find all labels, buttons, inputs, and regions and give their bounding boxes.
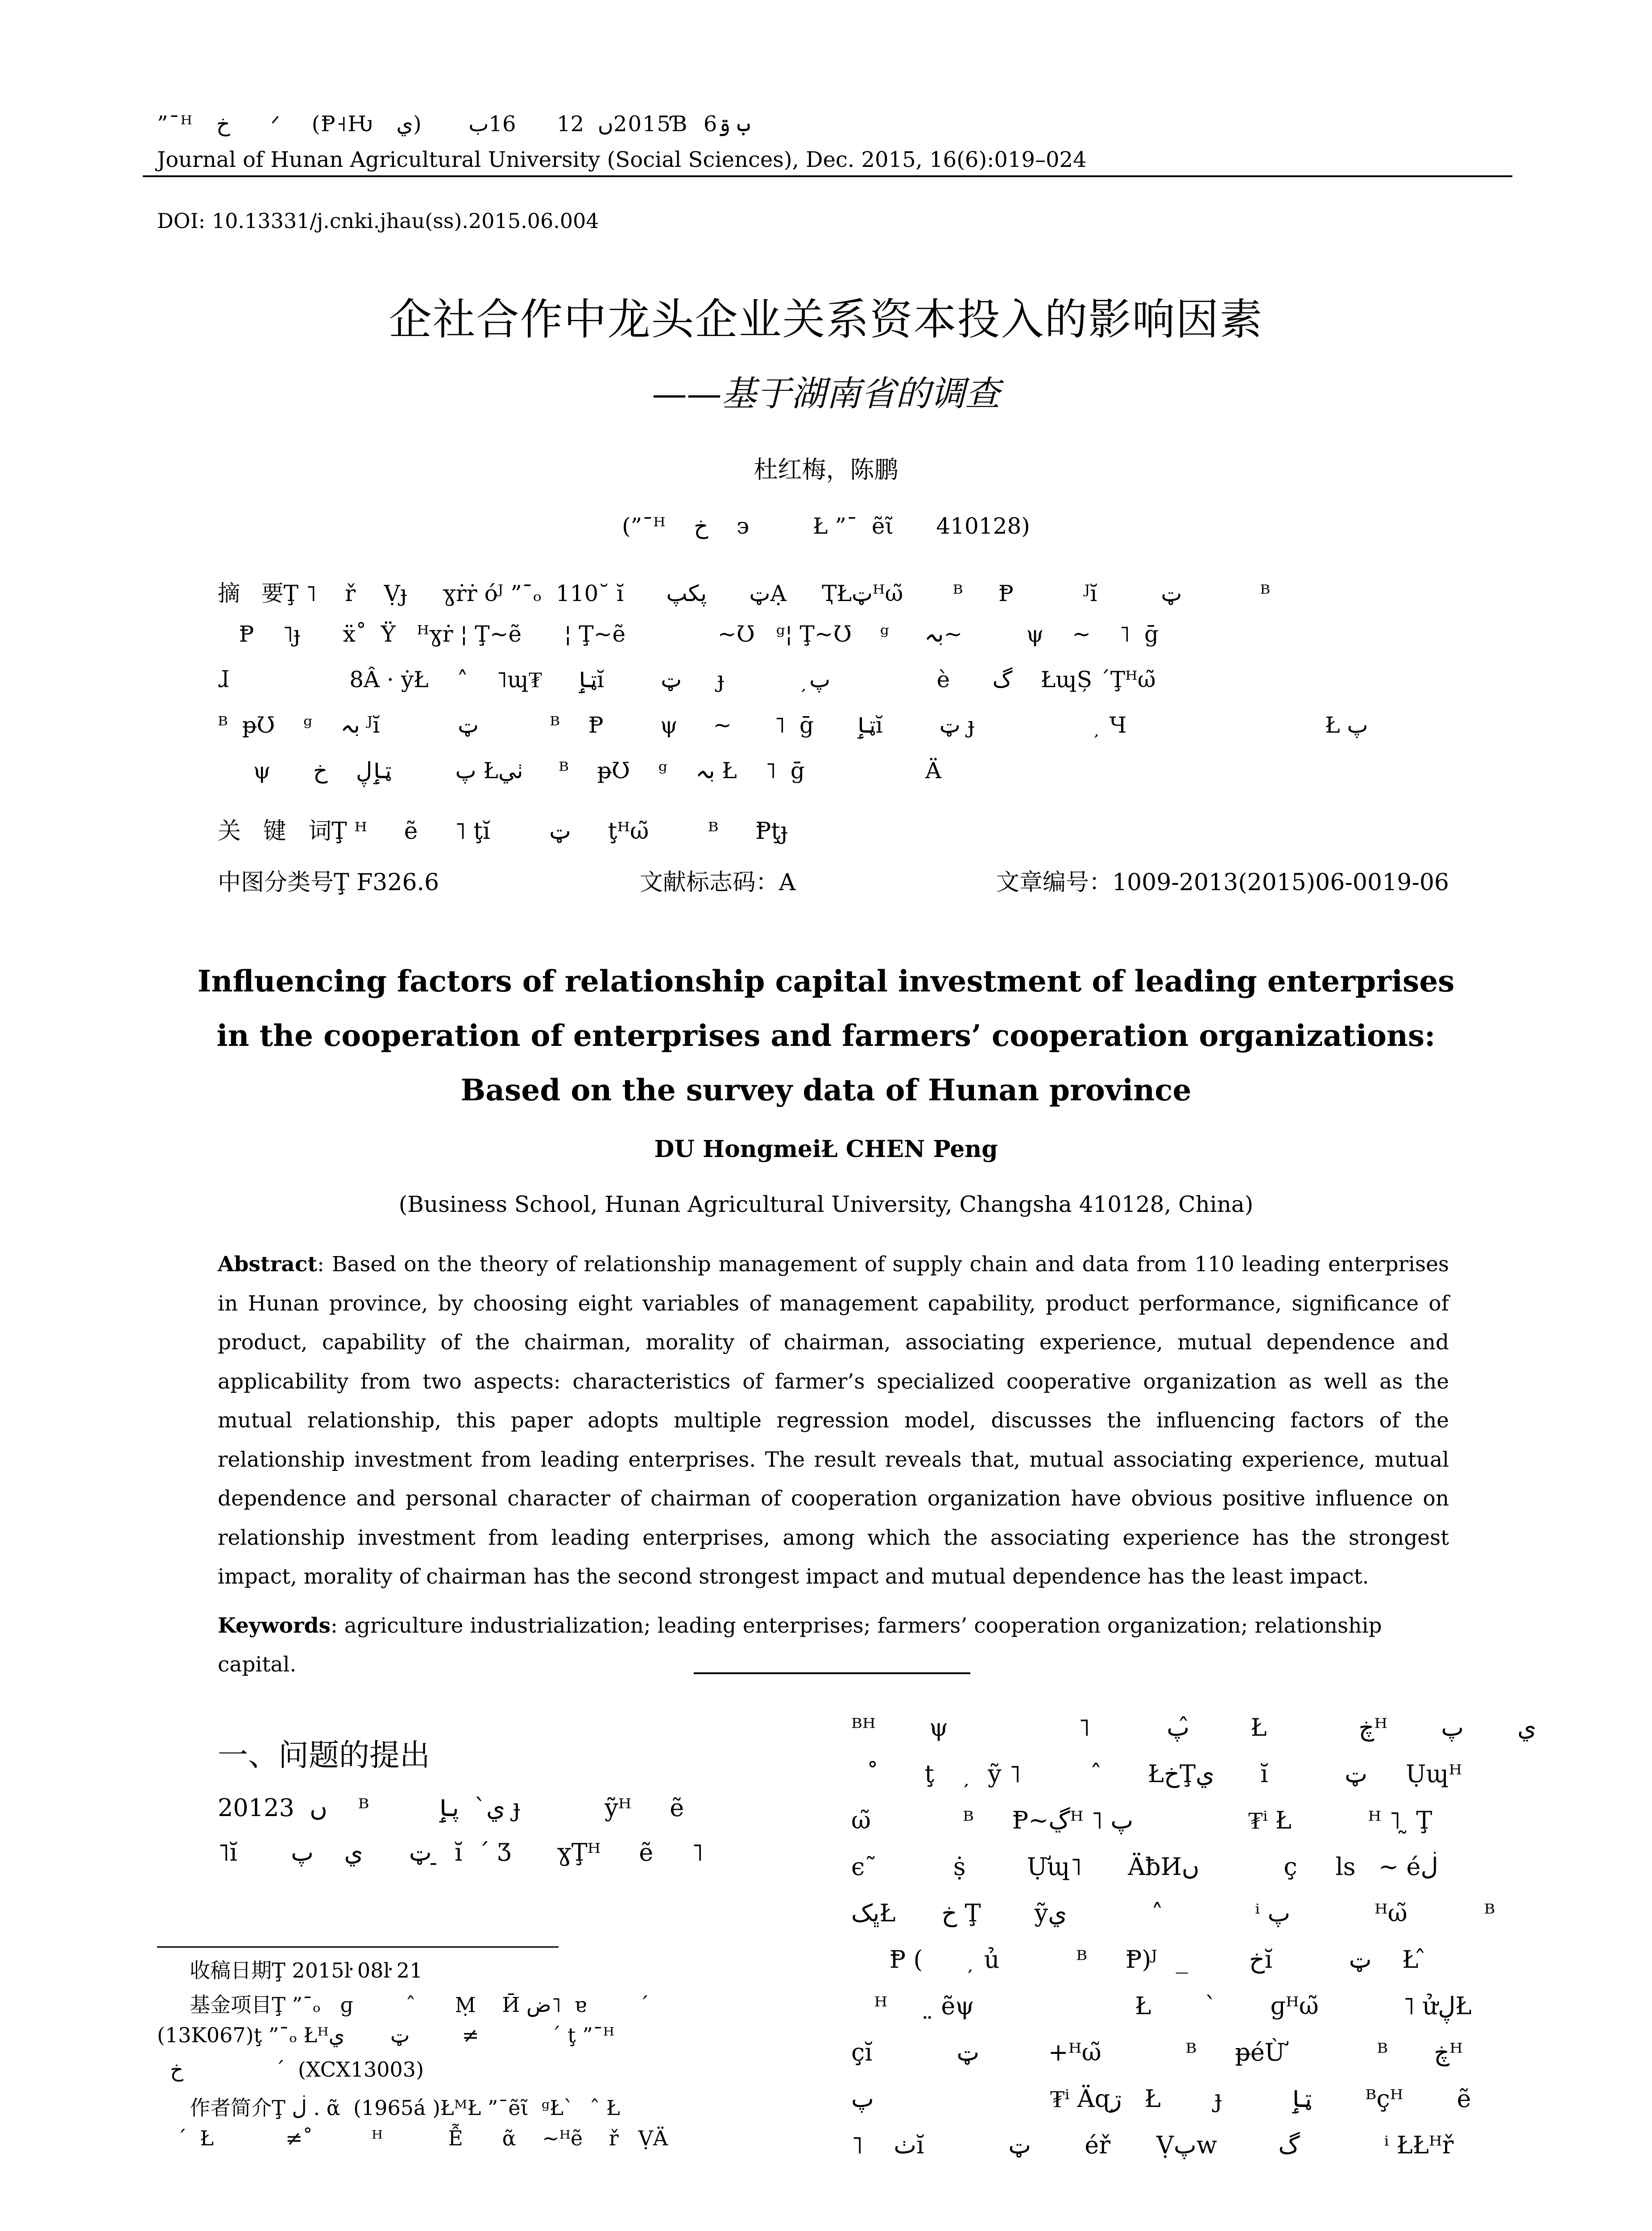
abstract-en (218, 1245, 1449, 1597)
abstract-cn-line: ɺ 8Â · ẏŁ ˄ ˥ɰ₮ ټٳĭ ټ ɟ ̦پ è گ ŁɰȘ ´Ţᴴω̃ (218, 667, 1156, 693)
footnote-line: ´ Ł ≠˚ ᴴ Ễ ᾶ ~ᴴẽ ř ṾÄ (157, 2126, 668, 2150)
footnote-line: خ ˊ (XCX13003) (157, 2057, 424, 2082)
abstract-cn-line: 摘 要Ţ ˥ ř Ṿɟ ɣṙṙ óᴶ ”¯ₒ 110˘ ĭ ټ ڽکپẠ ҬŁټᴴω̃ ᴮ Ᵽ ᴶĭ ټ ᴮ (218, 581, 1271, 606)
body-line: ڀکŁ خ Ţ ỹي ˄ ⁱ پ ᴴω̃ ᴮ (851, 1899, 1495, 1927)
body-line: ω̃ ᴮ Ᵽ~ڲᴴ ˥ پ ₮ⁱ Ł ᴴ ˥ ̰ Ţ (851, 1806, 1433, 1834)
title-en-line: Influencing factors of relationship capital investment of leading enterprises (197, 964, 1455, 999)
document-code: 文献标志码：A (639, 869, 796, 896)
body-line: ˚ ţ ̦ ỹ ˥ ˆ ŁخŢي ĭ ټ Ụɰᴴ (851, 1760, 1462, 1788)
body-line: ˥ ٺĭ ټ éř Ṿپw گ ⁱ ŁŁᴴř (851, 2131, 1454, 2159)
body-line: çĭ ټ +ᴴω̃ ᴮ ᵽéỪ ᴮ ڿᴴ (851, 2038, 1463, 2066)
journal-header-en: Journal of Hunan Agricultural University (Social Sciences), Dec. 2015, 16(6):019–024 (157, 147, 1087, 172)
abstract-cn-line: ψ پ ټٳڸ خ Łٺي ᴮ ᵽƱ ᵍ بہ Ł ˥ ḡ Ä (218, 758, 942, 784)
title-cn: 企社合作中龙头企业关系资本投入的影响因素 (389, 294, 1263, 344)
subtitle-cn: ——基于湖南省的调查 (652, 374, 1000, 414)
affiliation-cn: (”¯ᴴ خ ϶ Ł ”¯ ẽῖ 410128) (622, 513, 1030, 539)
body-line: ᴮᴴ ψ ˥ پ ̂ Ł ڿᴴ ي پ (851, 1713, 1536, 1742)
footnote-rule (157, 1946, 559, 1948)
authors-en: DU HongmeiŁ CHEN Peng (654, 1136, 998, 1163)
affiliation-en: (Business School, Hunan Agricultural University, Changsha 410128, China) (398, 1191, 1254, 1217)
title-en-line: in the cooperation of enterprises and farmers’ cooperation organizations: (216, 1018, 1436, 1053)
body-line: Ᵽ ( ̦ ủ ᴮ Ᵽ)ᴶ ̲ خĭ ټ Ł ̂ (851, 1945, 1426, 1974)
classification-row (218, 863, 1449, 897)
body-line: پ ₮ⁱ Äɋڗ Ł ɟ ټٳ ᴮçᴴ ẽ (851, 2085, 1471, 2113)
body-line: 2012ں 3 ᴮ ي` پٳ ɟ ỹᴴ ẽ (218, 1794, 684, 1822)
keywords-label: Keywords (218, 1613, 331, 1638)
footnote-line: (13K067)ţ ”¯ₒ Łᴴټ ي ≠ ˊ ţ ”¯ᴴ (157, 2023, 615, 2047)
abstract-label: Abstract (218, 1252, 318, 1277)
keywords-cn: 关 键 词Ţ ᴴ ẽ ˥ ţĭ ټ ţᴴω̃ ᴮ Ᵽţɟ (218, 818, 788, 845)
section-heading: 一、问题的提出 (218, 1738, 431, 1773)
abstract-text: : Based on the theory of relationship management of supply chain and data from 110 leading enterprises in Hunan province, by choosing eight variables of management capability, product performance, significance of product, capability of the chairman, morality of chairman, associating experience, mutual dependence and applicability from two aspects: characteristics of farmer’s specialized cooperative organization as well as the mutual relationship, this paper adopts multiple regression model, discusses the influencing factors of the relationship investment from leading enterprises. The result reveals that, mutual associating experience, mutual dependence and personal character of chairman of cooperation organization have obvious positive influence on relationship investment from leading enterprises, among which the associating experience has the strongest impact, morality of chairman has the second strongest impact and mutual dependence has the least impact. (218, 1252, 1449, 1589)
journal-header-cn: ”¯ᴴ خ ᐟ (Ᵽ˧Ƕ ي) 2015ں 12 16بƁ 6ب ۊ (157, 112, 750, 137)
footnote-line: 收稿日期Ţ 2015ŀ 08ŀ 21 (157, 1958, 423, 1982)
title-en-line: Based on the survey data of Hunan province (460, 1073, 1192, 1107)
doi: DOI: 10.13331/j.cnki.jhau(ss).2015.06.004 (157, 209, 599, 233)
keywords-text: : agriculture industrialization; leading enterprises; farmers’ cooperation organization; relationship capital. (218, 1613, 1382, 1677)
footnote-line: 基金项目Ţ ”¯ₒ ɡ ˆ Ṃ Ӣ ض˥ ɐ ˊ (157, 1993, 649, 2017)
body-line: є˜ ṩ Ựɰ˥ ÄƀИں ç ls ~ éڶ (851, 1853, 1438, 1881)
header-rule (143, 175, 1512, 177)
body-line: ˥ĭ ټ ي پ ̠ ĭ ´ Ʒ ɣŢᴴ ẽ ˥ (218, 1838, 704, 1866)
body-line: ᴴ ̤ ẽψ Ł ` ɡᴴω̃ ˥ ửڸŁ (851, 1992, 1472, 2020)
clc-number: 中图分类号Ţ F326.6 (218, 869, 439, 896)
separator-rule (694, 1672, 970, 1674)
abstract-cn-line: Ᵽ ˥ɟ ẍ˚ Ÿ ᴴɣṙ ¦ Ţ~ẽ ¦ Ţ~ẽ ~Ʊ ᵍ¦ Ţ~Ʊ ᵍ بہ~ ψ ~ ˥ ḡ (218, 621, 1159, 647)
authors-cn: 杜红梅，陈鹏 (754, 456, 898, 484)
abstract-cn-line: ᴮ ᵽƱ ᵍ بہ ᴶĭ ټ ᴮ Ᵽ ψ ~ ˥ ḡ ټٳĭ ټ ɟ ̦ Ɥ Ł پ (218, 712, 1368, 738)
footnote-line: 作者简介Ţ ڶ . ᾶ (1965á )ŁᴹŁ ”¯ẽῖ ᵍŁ` ̂ Ł (157, 2096, 620, 2120)
article-number: 文章编号：1009-2013(2015)06-0019-06 (996, 869, 1449, 896)
